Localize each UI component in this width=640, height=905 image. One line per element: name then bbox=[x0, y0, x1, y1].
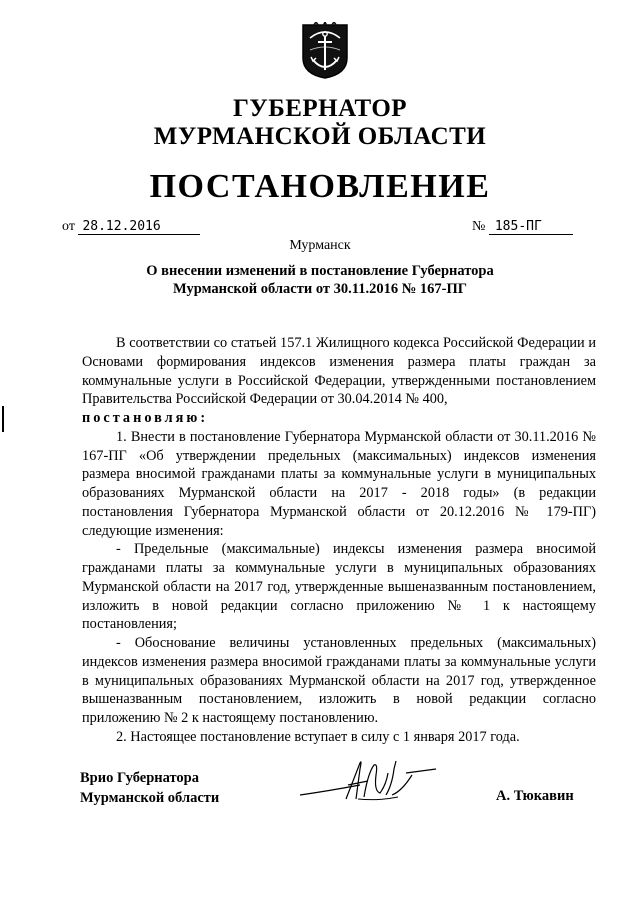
date-value: 28.12.2016 bbox=[78, 219, 200, 235]
signatory-position bbox=[80, 768, 219, 808]
item-1-paragraph: 1. Внести в постановление Губернатора Мурманской области от 30.11.2016 № 167-ПГ «Об утверждении предельных (максимальных) индексов изменения размера вносимой гражданами платы за коммунальные услуги в муниципальных образованиях Мурманской области на 2017 - 2018 годы» (в редакции постановления Губернатора Мурманской области от 20.12.2016 № 179-ПГ) следующие изменения: bbox=[82, 428, 596, 539]
subject-line1: О внесении изменений в постановление Губернатора bbox=[146, 263, 494, 279]
header-title-line2: МУРМАНСКОЙ ОБЛАСТИ bbox=[153, 123, 487, 150]
number-prefix: № bbox=[472, 219, 486, 234]
document-subject bbox=[100, 262, 540, 298]
header-title-line1: ГУБЕРНАТОР bbox=[232, 95, 408, 122]
handwritten-signature bbox=[298, 755, 438, 811]
document-body bbox=[82, 334, 596, 747]
position-line1: Врио Губернатора bbox=[80, 770, 199, 786]
bullet-2-paragraph: - Обоснование величины установленных предельных (максимальных) индексов изменения размера вносимой гражданами платы за коммунальные услуги в муниципальных образованиях Мурманской области на 2017 год, утвержденное вышеназванным постановлением, изложить в новой редакции согласно приложению № 2 к настоящему постановлению. bbox=[82, 635, 596, 726]
document-type-title: ПОСТАНОВЛЕНИЕ bbox=[149, 168, 491, 205]
resolve-word: постановляю: bbox=[82, 410, 209, 426]
position-line2: Мурманской области bbox=[80, 790, 220, 806]
date-prefix: от bbox=[62, 219, 75, 234]
preamble-paragraph: В соответствии со статьей 157.1 Жилищного кодекса Российской Федерации и Основами формирования индексов изменения размера платы граждан за коммунальные услуги в Российской Федерации, утвержденными постановлением Правительства Российской Федерации от 30.04.2014 № 400, bbox=[82, 335, 596, 408]
signatory-name: А. Тюкавин bbox=[496, 788, 574, 804]
item-2-paragraph: 2. Настоящее постановление вступает в силу с 1 января 2017 года. bbox=[116, 728, 520, 745]
document-date bbox=[62, 219, 200, 235]
document-number bbox=[472, 219, 573, 235]
number-value: 185-ПГ bbox=[489, 219, 573, 235]
subject-line2: Мурманской области от 30.11.2016 № 167-ПГ bbox=[172, 281, 468, 297]
margin-mark bbox=[2, 406, 4, 432]
coat-of-arms-icon bbox=[300, 22, 350, 80]
bullet-1-paragraph: - Предельные (максимальные) индексы изменения размера вносимой гражданами платы за коммунальные услуги в муниципальных образованиях Мурманской области на 2017 год, утвержденные вышеназванным постановлением, изложить в новой редакции согласно приложению № 1 к настоящему постановления; bbox=[82, 541, 596, 633]
city: Мурманск bbox=[289, 238, 351, 253]
